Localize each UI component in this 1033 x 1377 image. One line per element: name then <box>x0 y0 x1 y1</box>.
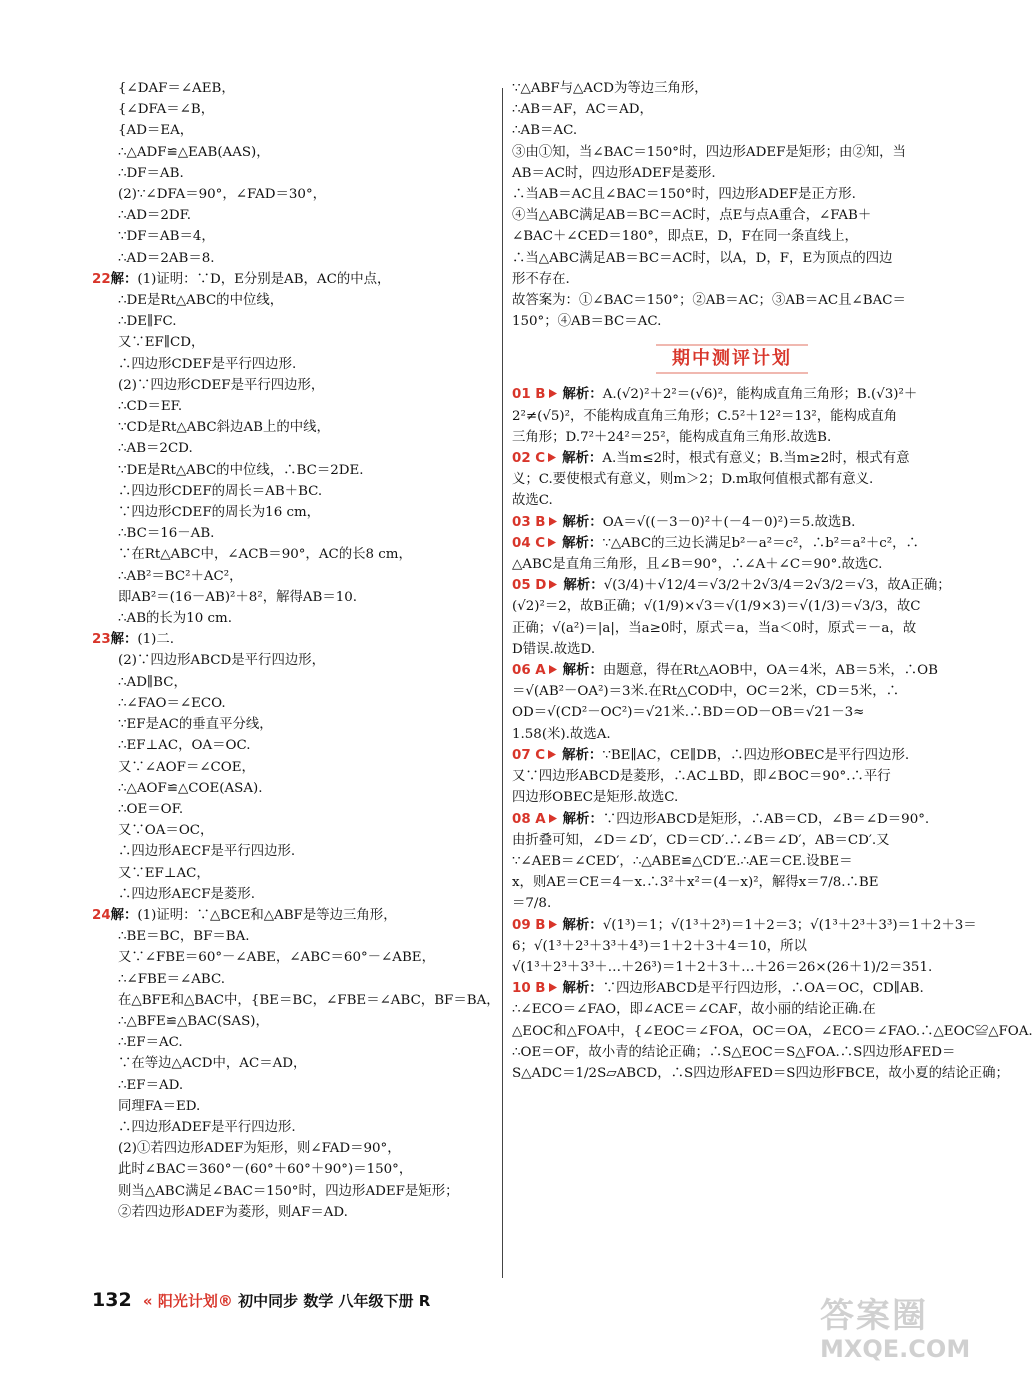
text-line <box>512 163 952 184</box>
line-text: ∵DF＝AB＝4， <box>118 229 215 245</box>
line-text: {∠DAF＝∠AEB， <box>118 81 235 96</box>
line-text: ∴AD＝2DF. <box>118 208 192 224</box>
question-item <box>512 809 952 830</box>
line-text: ∴∠FAO＝∠ECO. <box>118 695 226 711</box>
text-line <box>92 1032 487 1053</box>
line-text: AB＝AC时，四边形ADEF是菱形. <box>512 165 716 181</box>
line-text: ∴DE∥FC. <box>118 314 177 330</box>
question-number: 09 <box>512 917 531 933</box>
line-text: ∵∠AEB＝∠CED′，∴△ABE≌△CD′E.∴AE＝CE.设BE＝ <box>512 853 853 869</box>
line-text: ④当△ABC满足AB＝BC＝AC时，点E与点A重合，∠FAB＋ <box>512 208 872 224</box>
question-item <box>512 745 952 766</box>
answer-label: 解析： <box>562 981 603 997</box>
question-item <box>92 905 487 926</box>
question-item <box>512 512 952 533</box>
text-line <box>92 1053 487 1074</box>
question-number: 03 <box>512 514 531 530</box>
line-text: 正确；√(a²)＝|a|，当a≥0时，原式＝a，当a＜0时，原式＝－a，故 <box>512 620 917 636</box>
line-text: √(1³＋2³＋3³＋…＋26³)＝1＋2＋3＋…＋26＝26×(26＋1)/2＝351. <box>512 959 933 975</box>
question-item <box>512 448 952 469</box>
text-line <box>92 184 487 205</box>
text-line <box>92 78 487 99</box>
section-heading <box>512 344 952 374</box>
text-line <box>92 417 487 438</box>
text-line <box>92 1096 487 1117</box>
text-line <box>92 969 487 990</box>
answer-label: 解析： <box>562 811 603 827</box>
text-line <box>512 872 952 893</box>
left-column <box>92 78 500 1223</box>
footer-brand: 阳光计划® <box>157 1292 233 1310</box>
text-line <box>92 332 487 353</box>
line-text: ∵△ABF与△ACD为等边三角形， <box>512 81 708 96</box>
line-text: ∴CD＝EF. <box>118 399 183 415</box>
text-line <box>512 427 952 448</box>
text-line <box>92 587 487 608</box>
text-line <box>92 1117 487 1138</box>
text-line <box>512 851 952 872</box>
text-line <box>92 438 487 459</box>
line-text: ∵BE∥AC，CE∥DB，∴四边形OBEC是平行四边形. <box>602 747 910 763</box>
line-text: 1.58(米).故选A. <box>512 726 611 742</box>
line-text: ③由①知，当∠BAC＝150°时，四边形ADEF是矩形；由②知，当 <box>512 144 906 160</box>
line-text: ∴EF＝AD. <box>118 1077 184 1093</box>
question-item <box>92 629 487 650</box>
text-line <box>92 799 487 820</box>
triangle-play-icon <box>548 388 558 399</box>
answer-choice: A <box>530 811 546 827</box>
answer-label: 解： <box>110 907 138 923</box>
line-text: ∠BAC＋∠CED＝180°，即点E，D，F在同一条直线上， <box>512 229 858 245</box>
line-text: ∵四边形ABCD是平行四边形，∴OA＝OC，CD∥AB. <box>602 981 924 997</box>
line-text: A.(√2)²＋2²＝(√6)²，能构成直角三角形；B.(√3)²＋ <box>602 387 918 403</box>
line-text: ＝√(AB²－OA²)＝3米.在Rt△COD中，OC＝2米，CD＝5米，∴ <box>512 684 900 700</box>
text-line <box>92 1202 487 1223</box>
line-text: 又∵∠AOF＝∠COE， <box>118 759 255 775</box>
text-line <box>92 778 487 799</box>
question-number: 01 <box>512 387 531 403</box>
question-number: 22 <box>92 271 111 287</box>
line-text: ∴BE＝BC，BF＝BA. <box>118 929 250 945</box>
text-line <box>512 290 952 311</box>
triangle-play-icon <box>548 516 558 527</box>
question-number: 02 <box>512 451 531 467</box>
line-text: (2)∵四边形CDEF是平行四边形， <box>118 377 325 393</box>
text-line <box>92 990 500 1011</box>
line-text: ∴AD∥BC， <box>118 674 187 690</box>
text-line <box>512 936 952 957</box>
text-line <box>92 1159 487 1180</box>
line-text: 故选C. <box>512 493 553 509</box>
text-line <box>92 99 487 120</box>
answer-label: 解析： <box>562 917 603 933</box>
text-line <box>92 290 487 311</box>
question-number: 07 <box>512 747 531 763</box>
line-text: ∵DE是Rt△ABC的中位线，∴BC＝2DE. <box>118 462 364 478</box>
answer-label: 解析： <box>562 514 603 530</box>
line-text: 2²≠(√5)²，不能构成直角三角形；C.5²＋12²＝13²，能构成直角 <box>512 408 898 424</box>
text-line <box>512 596 952 617</box>
text-line <box>92 1011 487 1032</box>
line-text: ＝7/8. <box>512 896 552 912</box>
question-item <box>512 978 952 999</box>
line-text: 又∵EF⊥AC， <box>118 865 210 881</box>
line-text: 又∵∠FBE＝60°－∠ABE，∠ABC＝60°－∠ABE， <box>118 950 435 966</box>
question-item <box>512 575 952 596</box>
text-line <box>512 248 952 269</box>
line-text: 在△BFE和△BAC中，{BE＝BC，∠FBE＝∠ABC，BF＝BA， <box>118 992 500 1008</box>
line-text: △ABC是直角三角形，且∠B＝90°，∴∠A＋∠C＝90°.故选C. <box>512 557 883 573</box>
question-number: 04 <box>512 535 531 551</box>
line-text: 由折叠可知，∠D＝∠D′，CD＝CD′.∴∠B＝∠D′，AB＝CD′.又 <box>512 832 890 848</box>
text-line <box>92 1075 487 1096</box>
text-line <box>512 702 952 723</box>
text-line <box>92 608 487 629</box>
text-line <box>92 650 487 671</box>
text-line <box>512 1063 1009 1084</box>
line-text: OA＝√((－3－0)²＋(－4－0)²)＝5.故选B. <box>602 514 856 530</box>
text-line <box>92 481 487 502</box>
line-text: ∴DF＝AB. <box>118 165 184 181</box>
answer-choice: C <box>530 535 546 551</box>
answer-label: 解析： <box>562 747 603 763</box>
line-text: ∴EF＝AC. <box>118 1035 183 1051</box>
double-chevron-left-icon: « <box>142 1292 153 1310</box>
text-line <box>512 999 952 1020</box>
line-text: ∴BC＝16－AB. <box>118 526 215 542</box>
line-text: 又∵EF∥CD， <box>118 335 205 351</box>
text-line <box>512 957 952 978</box>
text-line <box>512 78 952 99</box>
line-text: ∴△BFE≌△BAC(SAS)， <box>118 1013 269 1029</box>
line-text: D错误.故选D. <box>512 641 596 657</box>
text-line <box>92 248 487 269</box>
answer-label: 解析： <box>562 663 603 679</box>
line-text: 形不存在. <box>512 271 570 287</box>
text-line <box>512 226 952 247</box>
text-line <box>92 120 487 141</box>
line-text: S△ADC＝1/2S▱ABCD，∴S四边形AFED＝S四边形FBCE，故小夏的结论正确； <box>512 1065 1009 1081</box>
line-text: ∴四边形AECF是菱形. <box>118 886 255 902</box>
column-divider <box>502 88 503 1278</box>
line-text: ②若四边形ADEF为菱形，则AF＝AD. <box>118 1204 348 1220</box>
section-title: 期中测评计划 <box>656 344 808 373</box>
line-text: ∴AB＝AC. <box>512 123 578 139</box>
triangle-play-icon <box>547 537 557 548</box>
answer-choice: A <box>530 663 546 679</box>
line-text: 由题意，得在Rt△AOB中，OA＝4米，AB＝5米，∴OB <box>602 663 938 679</box>
text-line <box>92 841 487 862</box>
text-line <box>92 375 487 396</box>
line-text: (2)∵∠DFA＝90°，∠FAD＝30°， <box>118 187 327 203</box>
line-text: {∠DFA＝∠B， <box>118 102 215 118</box>
text-line <box>92 714 487 735</box>
text-line <box>92 1138 487 1159</box>
answer-label: 解： <box>110 632 138 648</box>
text-line <box>512 554 952 575</box>
line-text: √(3/4)＋√12/4＝√3/2＋2√3/4＝2√3/2＝√3，故A正确； <box>603 578 951 594</box>
text-line <box>92 735 487 756</box>
line-text: ∴AB＝AF，AC＝AD， <box>512 102 653 118</box>
answer-label: 解析： <box>562 387 603 403</box>
line-text: {AD＝EA， <box>118 123 194 139</box>
line-text: ∴OE＝OF. <box>118 801 184 817</box>
answer-choice: B <box>530 917 546 933</box>
text-line <box>92 757 487 778</box>
line-text: ∵四边形CDEF的周长为16 cm， <box>118 505 321 521</box>
answer-choice: D <box>530 578 547 594</box>
text-line <box>92 693 487 714</box>
line-text: ∵在Rt△ABC中，∠ACB＝90°，AC的长8 cm， <box>118 547 412 563</box>
line-text: 150°；④AB＝BC＝AC. <box>512 314 662 330</box>
text-line <box>512 142 952 163</box>
line-text: 又∵四边形ABCD是菱形，∴AC⊥BD，即∠BOC＝90°.∴平行 <box>512 769 891 785</box>
line-text: (√2)²＝2，故B正确；√(1/9)×√3＝√(1/9×3)＝√(1/3)＝√3/3，故C <box>512 599 921 615</box>
text-line <box>512 1021 1033 1042</box>
page-footer <box>92 1289 430 1311</box>
line-text: ∵EF是AC的垂直平分线， <box>118 717 273 733</box>
line-text: ∵△ABC的三边长满足b²－a²＝c²，∴b²＝a²＋c²，∴ <box>602 535 919 551</box>
line-text: (2)①若四边形ADEF为矩形，则∠FAD＝90°， <box>118 1141 401 1157</box>
watermark-text: 答案圈 <box>820 1296 928 1336</box>
text-line <box>512 406 952 427</box>
line-text: ∴EF⊥AC，OA＝OC. <box>118 738 251 754</box>
question-number: 10 <box>512 981 531 997</box>
triangle-play-icon <box>548 982 558 993</box>
triangle-play-icon <box>547 749 557 760</box>
question-item <box>512 384 952 405</box>
line-text: ∴四边形AECF是平行四边形. <box>118 844 296 860</box>
line-text: ∴△AOF≌△COE(ASA). <box>118 780 263 796</box>
text-line <box>92 163 487 184</box>
triangle-play-icon <box>548 919 558 930</box>
text-line <box>512 120 952 141</box>
text-line <box>512 490 952 511</box>
line-text: (1)二. <box>137 632 175 648</box>
text-line <box>92 354 487 375</box>
question-number: 05 <box>512 578 531 594</box>
right-top-block <box>512 78 952 332</box>
text-line <box>512 99 952 120</box>
answer-choice: B <box>530 387 546 403</box>
text-line <box>92 947 487 968</box>
text-line <box>92 863 487 884</box>
watermark-logo <box>820 1288 970 1363</box>
text-line <box>92 226 487 247</box>
line-text: 则当△ABC满足∠BAC＝150°时，四边形ADEF是矩形； <box>118 1183 459 1199</box>
line-text: ∴四边形CDEF是平行四边形. <box>118 356 297 372</box>
answer-choice: C <box>530 451 546 467</box>
text-line <box>512 639 952 660</box>
line-text: ∴当AB＝AC且∠BAC＝150°时，四边形ADEF是正方形. <box>512 187 856 203</box>
line-text: ∴∠ECO＝∠FAO，即∠ACE＝∠CAF，故小丽的结论正确.在 <box>512 1002 876 1018</box>
text-line <box>512 787 952 808</box>
line-text: (2)∵四边形ABCD是平行四边形， <box>118 653 326 669</box>
text-line <box>512 618 952 639</box>
text-line <box>92 142 487 163</box>
text-line <box>512 469 952 490</box>
line-text: ∵CD是Rt△ABC斜边AB上的中线， <box>118 420 330 436</box>
line-text: ∵四边形ABCD是矩形，∴AB＝CD，∠B＝∠D＝90°. <box>602 811 930 827</box>
text-line <box>92 523 487 544</box>
line-text: 同理FA＝ED. <box>118 1098 201 1114</box>
text-line <box>512 184 952 205</box>
question-item <box>512 660 952 681</box>
line-text: ∵在等边△ACD中，AC＝AD， <box>118 1056 307 1072</box>
text-line <box>512 830 952 851</box>
question-number: 24 <box>92 907 111 923</box>
answer-label: 解： <box>110 271 138 287</box>
triangle-play-icon <box>548 579 558 590</box>
line-text: x，则AE＝CE＝4－x.∴3²＋x²＝(4－x)²，解得x＝7/8.∴BE <box>512 875 879 891</box>
triangle-play-icon <box>547 452 557 463</box>
right-bottom-block <box>512 384 1033 1084</box>
answer-label: 解析： <box>562 451 603 467</box>
right-column <box>512 78 1033 1084</box>
question-item <box>92 269 487 290</box>
text-line <box>512 269 952 290</box>
question-number: 06 <box>512 663 531 679</box>
line-text: ∴∠FBE＝∠ABC. <box>118 971 226 987</box>
page-number: 132 <box>92 1289 132 1311</box>
line-text: ∴AD＝2AB＝8. <box>118 250 215 266</box>
line-text: △EOC和△FOA中，{∠EOC＝∠FOA，OC＝OA，∠ECO＝∠FAO.∴△EOC≌△FOA. <box>512 1023 1033 1039</box>
text-line <box>92 502 487 523</box>
watermark-url: MXQE.COM <box>820 1335 971 1363</box>
line-text: 6；√(1³＋2³＋3³＋4³)＝1＋2＋3＋4＝10，所以 <box>512 938 807 954</box>
line-text: ∴OE＝OF，故小青的结论正确；∴S△EOC＝S△FOA.∴S四边形AFED＝ <box>512 1044 956 1060</box>
line-text: √(1³)＝1；√(1³＋2³)＝1＋2＝3；√(1³＋2³＋3³)＝1＋2＋3＝ <box>602 917 977 933</box>
line-text: ∴AB的长为10 cm. <box>118 611 232 627</box>
line-text: 此时∠BAC＝360°－(60°＋60°＋90°)＝150°， <box>118 1162 413 1178</box>
line-text: 义；C.要使根式有意义，则m＞2；D.m取何值根式都有意义. <box>512 472 874 488</box>
text-line <box>92 566 487 587</box>
text-line <box>512 766 952 787</box>
footer-subtitle: 初中同步 数学 八年级下册 R <box>238 1292 431 1310</box>
line-text: (1)证明：∵△BCE和△ABF是等边三角形， <box>137 907 397 923</box>
line-text: ∴AB²＝BC²＋AC²， <box>118 568 243 584</box>
text-line <box>92 205 487 226</box>
text-line <box>92 544 487 565</box>
line-text: (1)证明：∵D，E分别是AB，AC的中点， <box>137 271 391 287</box>
text-line <box>92 1181 487 1202</box>
question-item <box>512 533 952 554</box>
answer-choice: B <box>530 981 546 997</box>
line-text: 即AB²＝(16－AB)²＋8²，解得AB＝10. <box>118 589 358 605</box>
text-line <box>92 460 487 481</box>
text-line <box>512 205 952 226</box>
text-line <box>512 681 952 702</box>
text-line <box>512 311 952 332</box>
triangle-play-icon <box>548 664 558 675</box>
text-line <box>512 1042 956 1063</box>
line-text: ∴四边形CDEF的周长＝AB＋BC. <box>118 483 323 499</box>
question-number: 23 <box>92 632 111 648</box>
line-text: 三角形；D.7²＋24²＝25²，能构成直角三角形.故选B. <box>512 429 832 445</box>
line-text: A.当m≤2时，根式有意义；B.当m≥2时，根式有意 <box>602 451 910 467</box>
line-text: ∴四边形ADEF是平行四边形. <box>118 1119 296 1135</box>
text-line <box>92 396 487 417</box>
line-text: 四边形OBEC是矩形.故选C. <box>512 790 679 806</box>
text-line <box>92 926 487 947</box>
text-line <box>92 884 487 905</box>
question-number: 08 <box>512 811 531 827</box>
answer-label: 解析： <box>562 535 603 551</box>
line-text: ∴△ADF≌△EAB(AAS)， <box>118 144 270 160</box>
answer-choice: C <box>530 747 546 763</box>
line-text: 故答案为：①∠BAC＝150°；②AB＝AC；③AB＝AC且∠BAC＝ <box>512 293 906 309</box>
line-text: ∴DE是Rt△ABC的中位线， <box>118 293 284 309</box>
answer-label: 解析： <box>563 578 604 594</box>
text-line <box>92 820 487 841</box>
text-line <box>92 672 487 693</box>
line-text: OD＝√(CD²－OC²)＝√21米.∴BD＝OD－OB＝√21－3≈ <box>512 705 865 721</box>
line-text: ∴当△ABC满足AB＝BC＝AC时，以A，D，F，E为顶点的四边 <box>512 250 893 266</box>
answer-choice: B <box>530 514 546 530</box>
line-text: 又∵OA＝OC， <box>118 823 214 839</box>
line-text: ∴AB＝2CD. <box>118 441 193 457</box>
text-line <box>512 893 952 914</box>
text-line <box>92 311 487 332</box>
triangle-play-icon <box>548 813 558 824</box>
text-line <box>512 724 952 745</box>
question-item <box>512 915 977 936</box>
